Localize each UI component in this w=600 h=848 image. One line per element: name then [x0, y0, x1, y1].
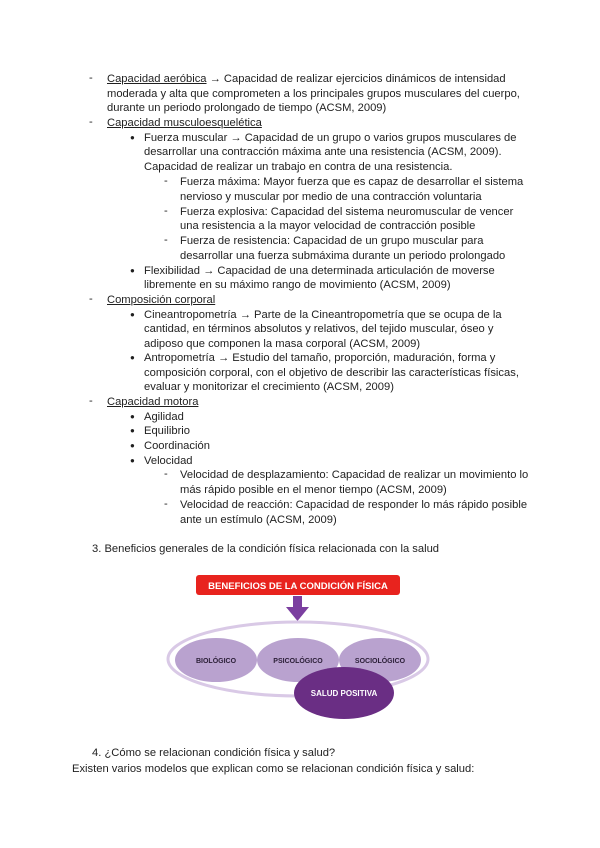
text-line: desarrollar una contracción máxima ante una resistencia (ACSM, 2009). [144, 146, 502, 158]
bullet-icon: ● [130, 456, 135, 465]
heading-3: 3. Beneficios generales de la condición física relacionada con la salud [92, 543, 440, 555]
center-label: SALUD POSITIVA [310, 689, 378, 698]
section-title: Capacidad motora [107, 396, 199, 408]
text-line: adiposo que componen la masa corporal (ACSM, 2009) [144, 338, 421, 350]
heading-4: 4. ¿Cómo se relacionan condición física y salud? [92, 747, 336, 759]
section-title: Composición corporal [107, 294, 216, 306]
text-line: Cineantropometría → Parte de la Cineantropometría que se ocupa de la [144, 309, 502, 321]
section-title: Capacidad aeróbica [107, 73, 207, 85]
section-desc: → Capacidad de realizar ejercicios dinámicos de intensidad [206, 73, 506, 85]
list-dash: - [164, 175, 168, 187]
closing-paragraph: Existen varios modelos que explican como se relacionan condición física y salud: [72, 763, 475, 775]
section-title: Capacidad musculoesquelética [107, 117, 262, 129]
text-line: libremente en su máximo rango de movimiento (ACSM, 2009) [144, 279, 451, 291]
bullet-icon: ● [130, 412, 135, 421]
text-line: ante un estímulo (ACSM, 2009) [180, 514, 337, 526]
list-dash: - [89, 293, 93, 305]
bullet-icon: ● [130, 441, 135, 450]
diagram-banner-label: BENEFICIOS DE LA CONDICIÓN FÍSICA [208, 581, 388, 592]
text-line: cantidad, en términos absolutos y relativos, del tejido muscular, óseo y [144, 323, 494, 335]
text-line: Fuerza explosiva: Capacidad del sistema neuromuscular de vencer [180, 206, 514, 218]
text-line: Equilibrio [144, 425, 191, 437]
bullet-icon: ● [130, 266, 135, 275]
list-dash: - [164, 234, 168, 246]
circle-label: SOCIOLÓGICO [354, 658, 406, 665]
text-line: Capacidad de realizar un trabajo en contra de una resistencia. [144, 161, 453, 173]
text-line: durante un periodo prolongado de tiempo (ACSM, 2009) [107, 102, 387, 114]
text-line: Velocidad de reacción: Capacidad de responder lo más rápido posible [180, 499, 528, 511]
list-dash: - [164, 205, 168, 217]
text-line: Antropometría → Estudio del tamaño, proporción, maduración, forma y [144, 352, 496, 364]
bullet-icon: ● [130, 353, 135, 362]
bullet-icon: ● [130, 310, 135, 319]
circle-label: BIOLÓGICO [195, 658, 237, 665]
list-dash: - [89, 72, 93, 84]
bullet-icon: ● [130, 133, 135, 142]
text-line: evaluar y monitorizar el crecimiento (ACSM, 2009) [144, 381, 394, 393]
circle-label: PSICOLÓGICO [273, 658, 323, 665]
list-dash: - [89, 395, 93, 407]
text-line: Coordinación [144, 440, 210, 452]
list-dash: - [89, 116, 93, 128]
text-line: Velocidad [144, 455, 193, 467]
text-line: Flexibilidad → Capacidad de una determinada articulación de moverse [144, 265, 495, 277]
text-line: Fuerza muscular → Capacidad de un grupo o varios grupos musculares de [144, 132, 517, 144]
bullet-icon: ● [130, 426, 135, 435]
text-line: Fuerza de resistencia: Capacidad de un grupo muscular para [180, 235, 484, 247]
text-line: Fuerza máxima: Mayor fuerza que es capaz de desarrollar el sistema [180, 176, 524, 188]
text-line: nervioso y muscular por medio de una contracción voluntaria [180, 191, 482, 203]
text-line: más rápido posible en el menor tiempo (ACSM, 2009) [180, 484, 447, 496]
text-line: moderada y alta que comprometen a los principales grupos musculares del cuerpo, [107, 88, 520, 100]
list-dash: - [164, 468, 168, 480]
down-arrow-icon [286, 596, 309, 621]
text-line: Velocidad de desplazamiento: Capacidad de realizar un movimiento lo [180, 469, 529, 481]
text-line: una resistencia a la mayor velocidad de contracción posible [180, 220, 476, 232]
text-line: composición corporal, con el objetivo de describir las características físicas, [144, 367, 519, 379]
text-line: desarrollar una fuerza submáxima durante un periodo prolongado [180, 250, 506, 262]
text-line: Agilidad [144, 411, 184, 423]
list-dash: - [164, 498, 168, 510]
